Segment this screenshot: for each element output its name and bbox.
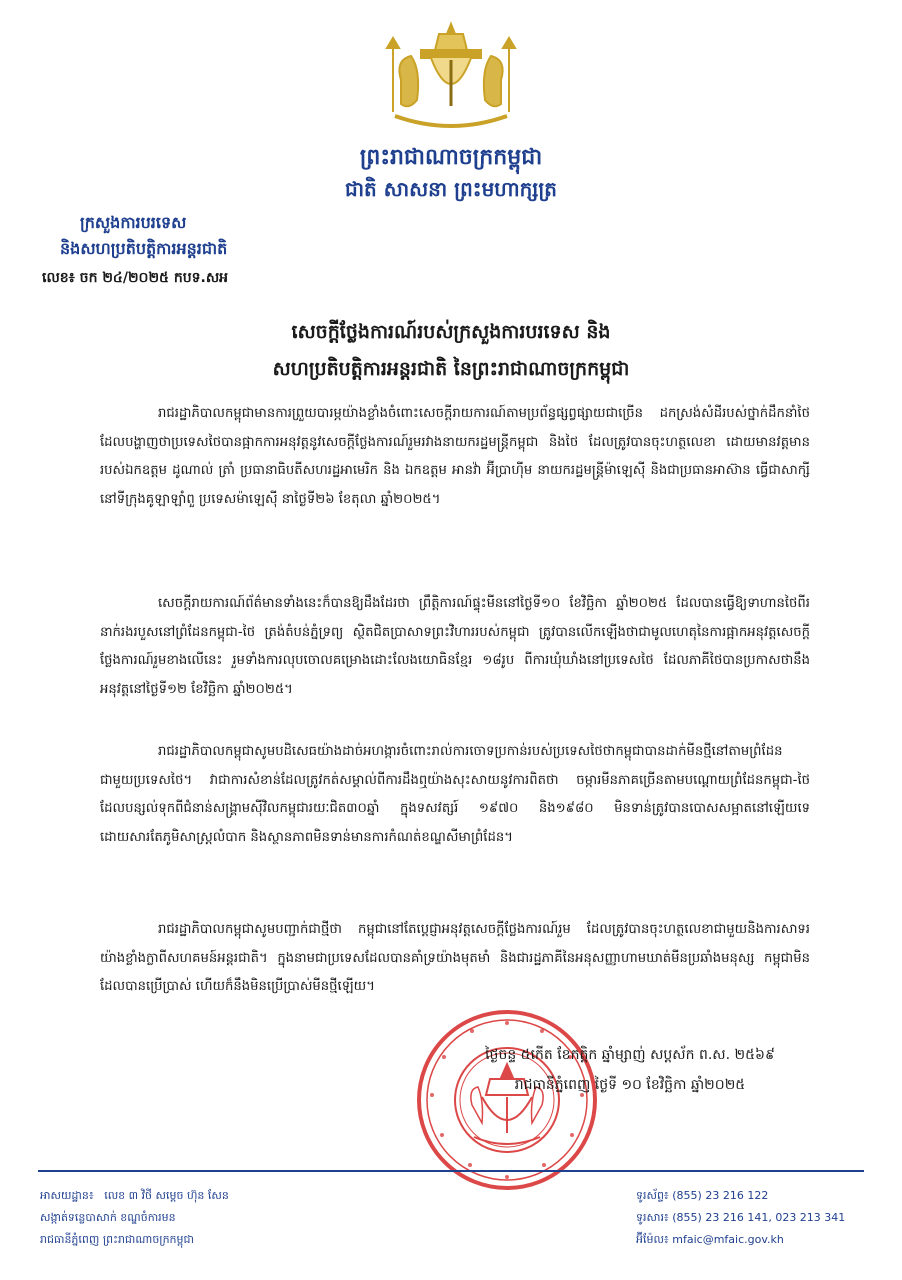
royal-coat-of-arms-emblem [381,20,521,140]
solar-date: រាជធានីភ្នំពេញ ថ្ងៃទី ១០ ខែវិច្ឆិកា ឆ្នាំ២០២៥ [514,1077,746,1093]
reference-number: លេខ៖ ចក ២៤/២០២៥ កបទ.សអ [42,270,229,286]
address-line-3: រាជធានីភ្នំពេញ ព្រះរាជាណាចក្រកម្ពុជា [40,1233,194,1246]
footer-divider [38,1170,864,1172]
email-link[interactable]: mfaic@mfaic.gov.kh [672,1233,784,1246]
address-line-2: សង្កាត់ទន្លេបាសាក់ ខណ្ឌចំការមន [40,1211,176,1224]
footer-contacts [636,1185,845,1251]
footer-address [40,1185,229,1251]
official-red-seal-stamp [412,1005,602,1195]
fax-label: ទូរសារ៖ [636,1211,669,1224]
signature-date-block [420,1040,840,1100]
body-paragraph-1: រាជរដ្ឋាភិបាលកម្ពុជាមានការព្រួយបារម្ភយ៉ាងខ្លាំងចំពោះសេចក្តីរាយការណ៍តាមប្រព័ន្ធផ្សព្វផ្សាយជាច្រើន ដកស្រង់សំដីរបស់ថ្នាក់ដឹកនាំថៃ ដែលបង្ហាញថាប្រទេសថៃបានផ្អាកការអនុវត្តនូវសេចក្តីថ្លែងការណ៍រួមរវាងនាយករដ្ឋមន្ត្រីកម្ពុជា និងថៃ ដែលត្រូវបានចុះហត្ថលេខា ដោយមានវត្តមានរបស់ឯកឧត្តម ដូណាល់ ត្រាំ ប្រធានាធិបតីសហរដ្ឋអាមេរិក និង ឯកឧត្តម អានវ៉ា អ៊ីប្រាហ៊ីម នាយករដ្ឋមន្ត្រីម៉ាឡេស៊ី និងជាប្រធានអាស៊ាន ធ្វើជាសាក្សី នៅទីក្រុងគូឡាឡាំពួ ប្រទេសម៉ាឡេស៊ី នាថ្ងៃទី២៦ ខែតុលា ឆ្នាំ២០២៥។ [100,406,810,507]
lunar-date: ថ្ងៃចន្ទ ៥កើត ខែកត្តិក ឆ្នាំម្សាញ់ សប្តស័ក ព.ស. ២៥៦៩ [485,1047,775,1063]
document-title-line-2: សហប្រតិបត្តិការអន្តរជាតិ នៃព្រះរាជាណាចក្រកម្ពុជា [272,358,630,380]
email-label: អ៊ីម៉ែល៖ [636,1233,669,1246]
address-line-1: លេខ ៣ វិថី សម្តេច ហ៊ុន សែន [104,1189,229,1202]
ministry-name [60,210,227,262]
document-title-line-1: សេចក្តីថ្លែងការណ៍របស់ក្រសួងការបរទេស និង [291,321,611,343]
body-paragraph-4: រាជរដ្ឋាភិបាលកម្ពុជាសូមបញ្ជាក់ជាថ្មីថា កម្ពុជានៅតែប្តេជ្ញាអនុវត្តសេចក្តីថ្លែងការណ៍រួម ដែលត្រូវបានចុះហត្ថលេខាជាមួយនិងការសាទរយ៉ាងខ្លាំងក្លាពីសហគមន៍អន្តរជាតិ។ ក្នុងនាមជាប្រទេសដែលបានគាំទ្រយ៉ាងមុតមាំ និងជារដ្ឋភាគីនៃអនុសញ្ញាហាមឃាត់មីនប្រឆាំងមនុស្ស កម្ពុជាមិនដែលបានប្រើប្រាស់ ហើយក៏នឹងមិនប្រើប្រាស់មីនថ្មីឡើយ។ [100,922,810,994]
national-motto: ជាតិ សាសនា ព្រះមហាក្សត្រ [345,177,557,201]
phone-label: ទូរស័ព្ទ៖ [636,1189,669,1202]
phone-number: (855) 23 216 122 [672,1189,769,1202]
address-label: អាសយដ្ឋាន៖ [40,1189,94,1202]
ministry-line-1: ក្រសួងការបរទេស [80,213,187,232]
ministry-line-2: និងសហប្រតិបត្តិការអន្តរជាតិ [60,239,228,258]
fax-number: (855) 23 216 141, 023 213 341 [672,1211,846,1224]
body-paragraph-3: រាជរដ្ឋាភិបាលកម្ពុជាសូមបដិសេធយ៉ាងដាច់អហង្ការចំពោះរាល់ការចោទប្រកាន់របស់ប្រទេសថៃថាកម្ពុជាបានដាក់មីនថ្មីនៅតាមព្រំដែនជាមួយប្រទេសថៃ។ វាជាការសំខាន់ដែលត្រូវកត់សម្គាល់ពីការដឹងឮយ៉ាងសុះសាយនូវការពិតថា ចម្ការមីនភាគច្រើនតាមបណ្តោយព្រំដែនកម្ពុជា-ថៃ ដែលបន្សល់ទុកពីជំនាន់សង្គ្រាមស៊ីវិលកម្ពុជារយៈជិត៣០ឆ្នាំ ក្នុងទសវត្សរ៍ ១៩៧០ និង១៩៨០ មិនទាន់ត្រូវបានបោសសម្អាតនៅឡើយទេ ដោយសារតែភូមិសាស្ត្រលំបាក និងស្ថានភាពមិនទាន់មានការកំណត់ខណ្ឌសីមាព្រំដែន។ [100,744,810,845]
body-paragraph-2: សេចក្តីរាយការណ៍ព័ត៌មានទាំងនេះក៏បានឱ្យដឹងដែរថា ព្រឹត្តិការណ៍ផ្ទុះមីននៅថ្ងៃទី១០ ខែវិច្ឆិកា ឆ្នាំ២០២៥ ដែលបានធ្វើឱ្យទាហានថៃពីរនាក់រងរបួសនៅព្រំដែនកម្ពុជា-ថៃ ត្រង់តំបន់ភ្នំទ្រព្យ ស្ថិតជិតប្រាសាទព្រះវិហាររបស់កម្ពុជា ត្រូវបានលើកឡើងថាជាមូលហេតុនៃការផ្អាកអនុវត្តសេចក្តីថ្លែងការណ៍រួមខាងលើនេះ រួមទាំងការលុបចោលគម្រោងដោះលែងយោធិនខ្មែរ ១៨រូប ពីការឃុំឃាំងនៅប្រទេសថៃ ដែលភាគីថៃបានប្រកាសថានឹងអនុវត្តនៅថ្ងៃទី១២ ខែវិច្ឆិកា ឆ្នាំ២០២៥។ [100,596,810,697]
kingdom-name: ព្រះរាជាណាចក្រកម្ពុជា [359,144,543,170]
